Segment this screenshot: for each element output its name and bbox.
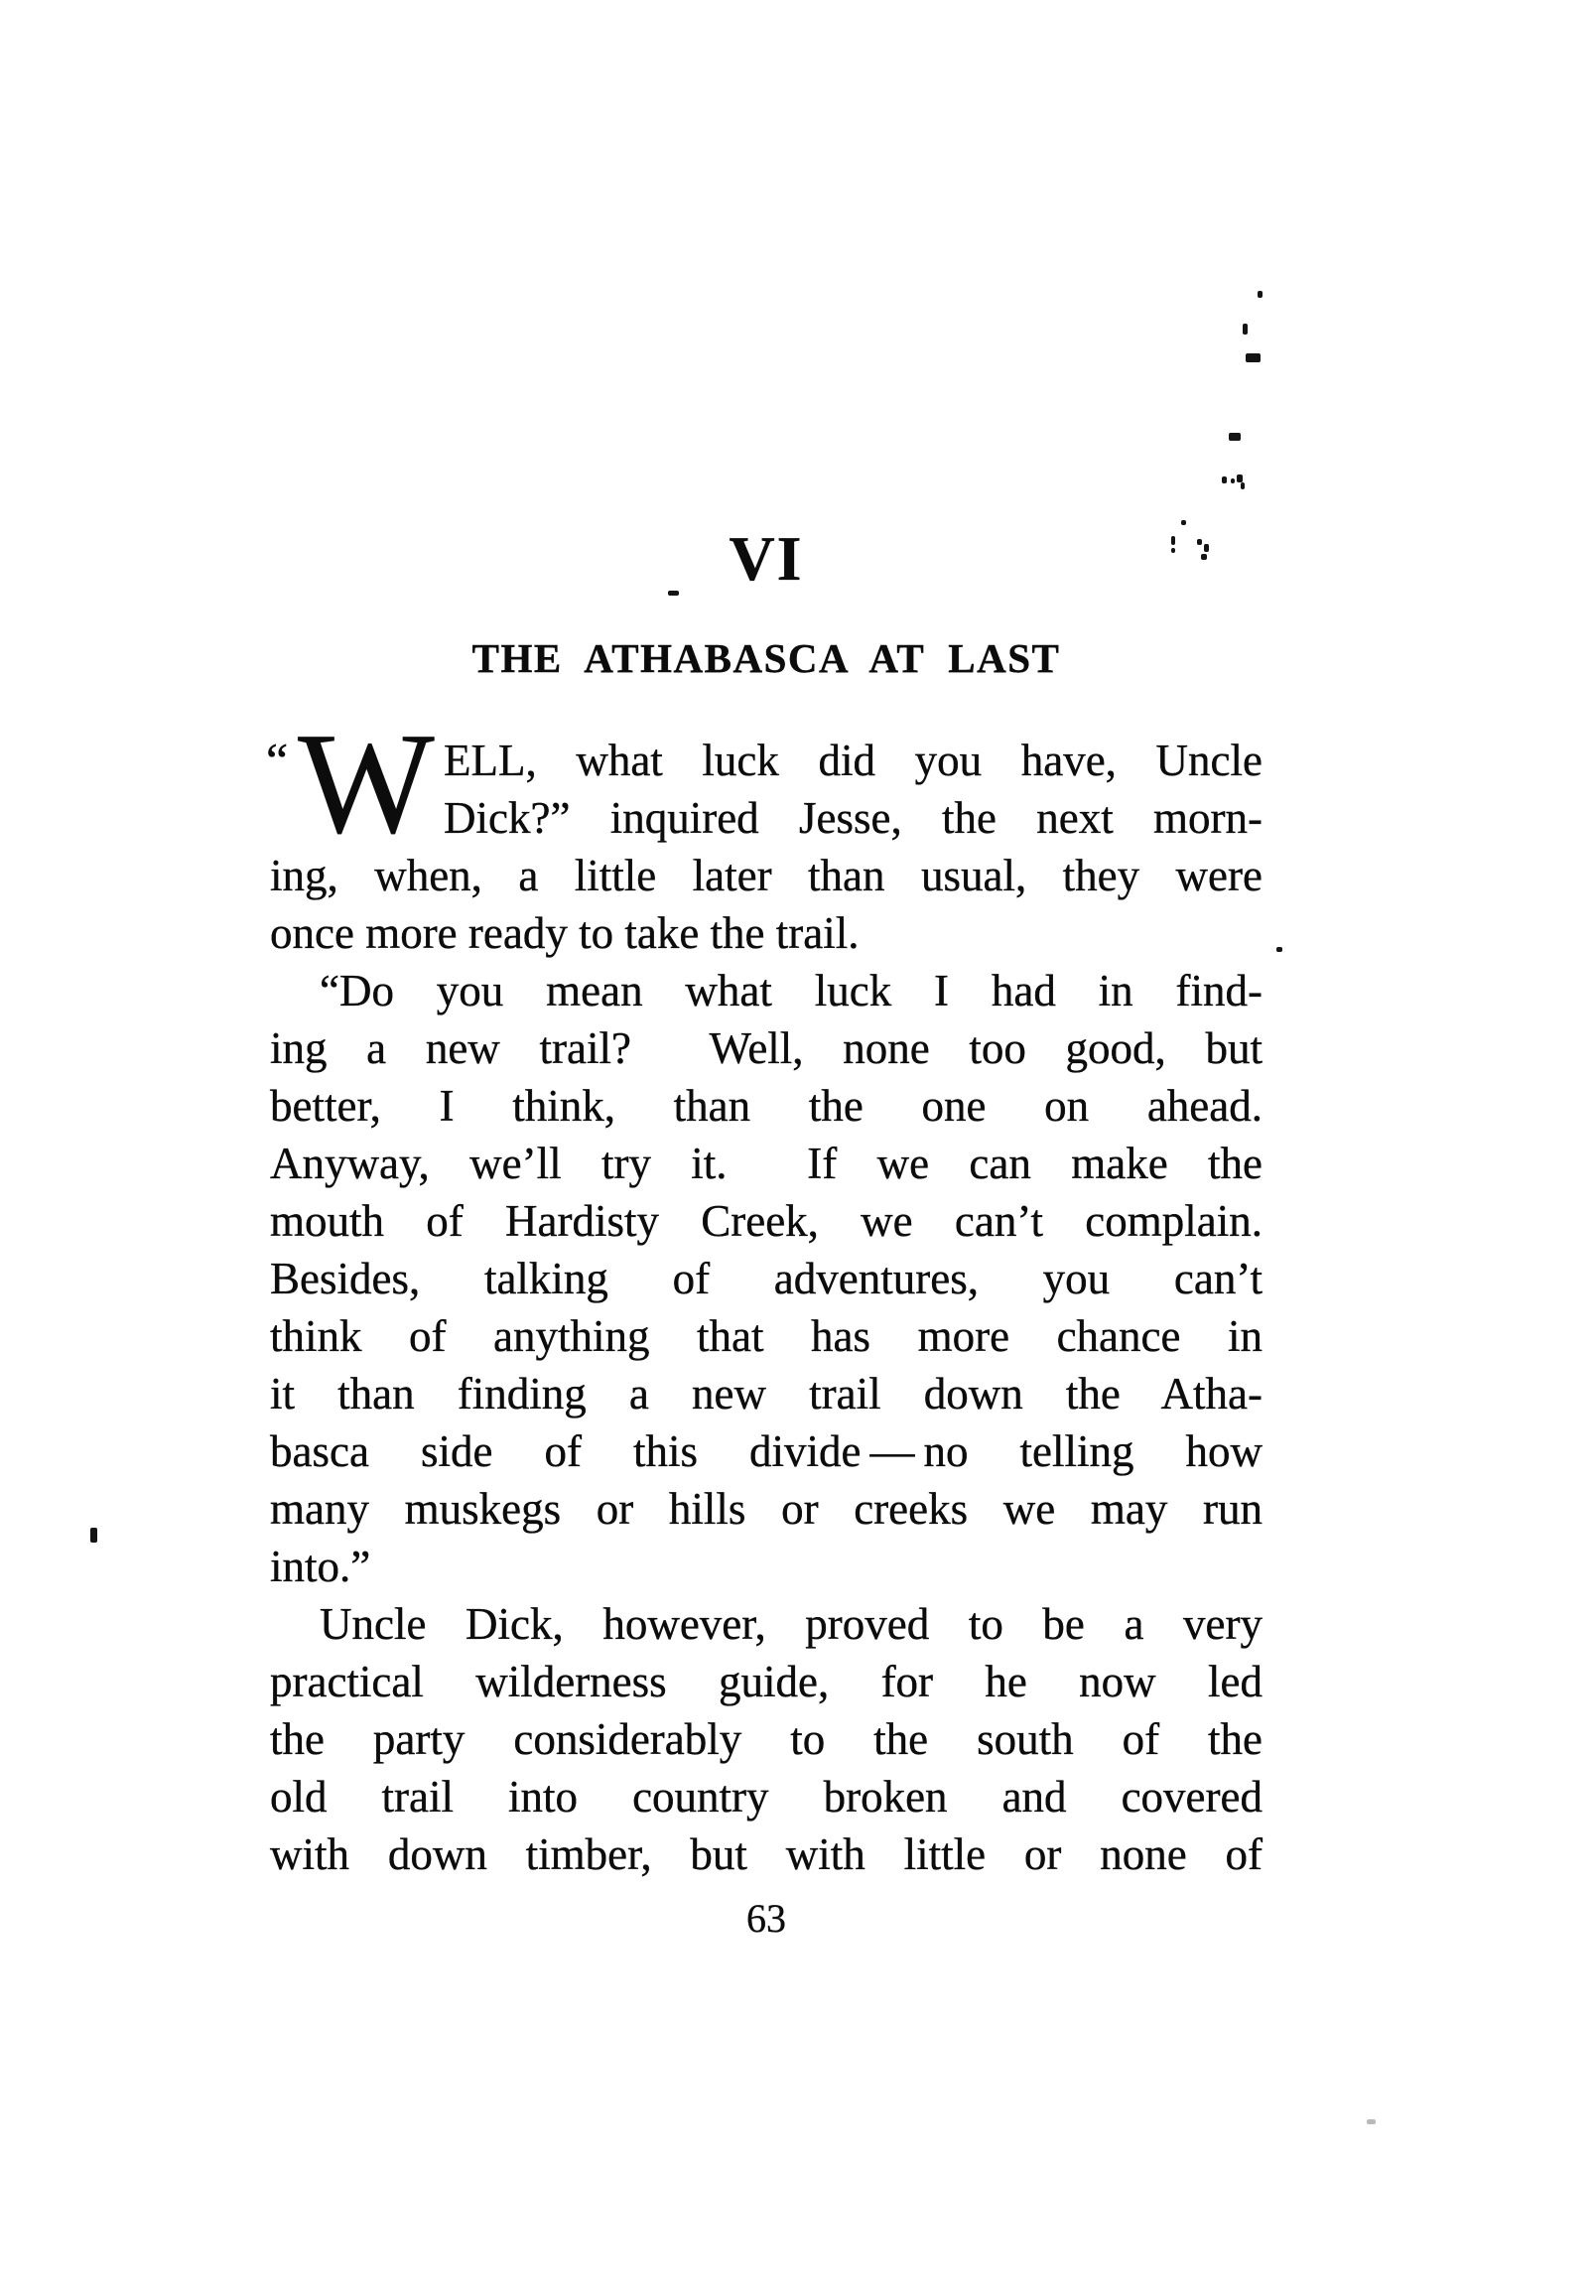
ink-speck (1171, 548, 1175, 553)
chapter-title: THE ATHABASCA AT LAST (471, 635, 1061, 681)
text-line: old trail into country broken and covered (270, 1772, 1263, 1822)
ink-speck (1201, 554, 1207, 560)
text-line: Dick?” inquired Jesse, the next morn- (444, 793, 1263, 843)
text-line: with down timber, but with little or none of (270, 1829, 1263, 1879)
text-line: Anyway, we’ll try it. If we can make the (270, 1139, 1263, 1188)
text-line: ELL, what luck did you have, Uncle (444, 736, 1263, 785)
text-line: ing a new trail? Well, none too good, but (270, 1023, 1263, 1073)
ink-speck (1181, 520, 1186, 525)
ink-speck (1246, 353, 1261, 362)
paragraph (270, 962, 1263, 1595)
ink-speck (1367, 2119, 1376, 2124)
text-line: better, I think, than the one on ahead. (270, 1081, 1263, 1131)
text-line: practical wilderness guide, for he now led (270, 1657, 1263, 1706)
paragraph (266, 703, 1263, 962)
drop-cap-letter: W (298, 703, 435, 864)
ink-speck (1243, 324, 1248, 335)
page-number: 63 (746, 1896, 786, 1941)
ink-speck (1237, 474, 1243, 482)
ink-speck (1204, 544, 1209, 552)
ink-speck (1222, 476, 1227, 483)
text-line: once more ready to take the trail. (270, 908, 860, 958)
ink-speck (1171, 536, 1175, 545)
text-line: the party considerably to the south of the (270, 1714, 1263, 1764)
text-line: basca side of this divide — no telling how (270, 1426, 1263, 1476)
text-line: Besides, talking of adventures, you can’t (270, 1254, 1263, 1303)
ink-speck (1258, 291, 1263, 298)
ink-speck (1241, 482, 1245, 489)
text-line: Uncle Dick, however, proved to be a very (320, 1599, 1263, 1649)
ink-speck (1197, 539, 1202, 545)
text-line: mouth of Hardisty Creek, we can’t complain. (270, 1196, 1263, 1246)
body-text (266, 703, 1263, 1883)
drop-cap-open-quote: “ (266, 733, 289, 788)
text-line: think of anything that has more chance in (270, 1311, 1263, 1361)
ink-speck (1229, 433, 1241, 441)
ink-speck (1276, 947, 1282, 952)
paragraph (270, 1595, 1263, 1883)
text-line: into.” (270, 1542, 371, 1591)
text-line: ing, when, a little later than usual, they were (270, 851, 1263, 900)
text-line: many muskegs or hills or creeks we may run (270, 1484, 1263, 1534)
chapter-number: VI (729, 523, 804, 594)
text-line: “Do you mean what luck I had in find- (320, 966, 1263, 1015)
ink-speck (668, 591, 679, 596)
ink-speck (1231, 478, 1235, 483)
text-line: it than finding a new trail down the Atha- (270, 1369, 1263, 1418)
ink-speck (90, 1528, 97, 1543)
